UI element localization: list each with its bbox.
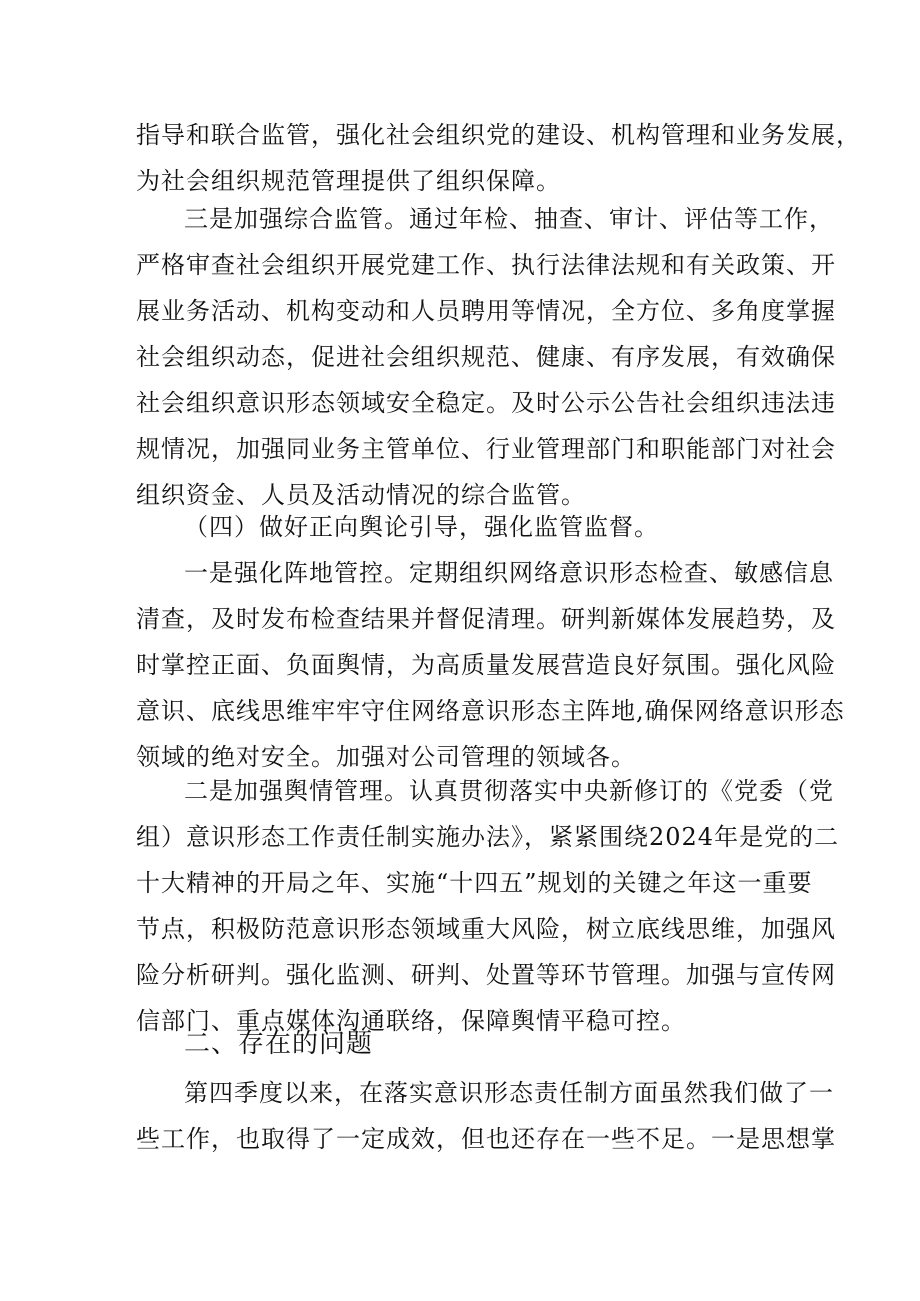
paragraph-3 bbox=[136, 550, 845, 780]
paragraph-line: 十大精神的开局之年、实施“十四五”规划的关键之年这一重要 bbox=[136, 869, 813, 897]
paragraph-line: 组）意识形态工作责任制实施办法》，紧紧围绕2024年是党的二 bbox=[136, 823, 840, 851]
paragraph-line: 为社会组织规范管理提供了组织保障。 bbox=[136, 167, 561, 195]
paragraph-line: 社会组织意识形态领域安全稳定。及时公示公告社会组织违法违 bbox=[136, 389, 836, 417]
subheading-four bbox=[136, 504, 796, 550]
paragraph-line: 些工作，也取得了一定成效，但也还存在一些不足。一是思想掌 bbox=[136, 1125, 836, 1153]
paragraph-line: 清查，及时发布检查结果并督促清理。研判新媒体发展趋势，及 bbox=[136, 605, 836, 633]
paragraph-line: 二是加强舆情管理。认真贯彻落实中央新修订的《党委（党 bbox=[184, 777, 834, 805]
paragraph-line: 时掌控正面、负面舆情，为高质量发展营造良好氛围。强化风险 bbox=[136, 651, 836, 679]
paragraph-4 bbox=[136, 768, 840, 1044]
section-heading: 二、存在的问题 bbox=[184, 1029, 374, 1059]
paragraph-line: 节点，积极防范意识形态领域重大风险，树立底线思维，加强风 bbox=[136, 915, 836, 943]
paragraph-1 bbox=[136, 112, 861, 204]
paragraph-line: 险分析研判。强化监测、研判、处置等环节管理。加强与宣传网 bbox=[136, 961, 836, 989]
paragraph-line: 信部门、重点媒体沟通联络，保障舆情平稳可控。 bbox=[136, 1007, 686, 1035]
paragraph-5 bbox=[136, 1070, 836, 1162]
paragraph-line: 领域的绝对安全。加强对公司管理的领域各。 bbox=[136, 743, 636, 771]
paragraph-line: 规情况，加强同业务主管单位、行业管理部门和职能部门对社会 bbox=[136, 435, 836, 463]
paragraph-line: 第四季度以来，在落实意识形态责任制方面虽然我们做了一 bbox=[184, 1079, 834, 1107]
paragraph-line: 意识、底线思维牢牢守住网络意识形态主阵地,确保网络意识形态 bbox=[136, 697, 845, 725]
paragraph-2 bbox=[136, 196, 836, 518]
paragraph-line: 展业务活动、机构变动和人员聘用等情况，全方位、多角度掌握 bbox=[136, 297, 836, 325]
paragraph-line: 社会组织动态，促进社会组织规范、健康、有序发展，有效确保 bbox=[136, 343, 836, 371]
paragraph-line: 三是加强综合监管。通过年检、抽查、审计、评估等工作， bbox=[184, 205, 834, 233]
subheading-text: （四）做好正向舆论引导，强化监管监督。 bbox=[184, 513, 659, 541]
paragraph-line: 组织资金、人员及活动情况的综合监管。 bbox=[136, 481, 586, 509]
paragraph-line: 指导和联合监管，强化社会组织党的建设、机构管理和业务发展， bbox=[136, 121, 861, 149]
paragraph-line: 严格审查社会组织开展党建工作、执行法律法规和有关政策、开 bbox=[136, 251, 836, 279]
paragraph-line: 一是强化阵地管控。定期组织网络意识形态检查、敏感信息 bbox=[184, 559, 834, 587]
